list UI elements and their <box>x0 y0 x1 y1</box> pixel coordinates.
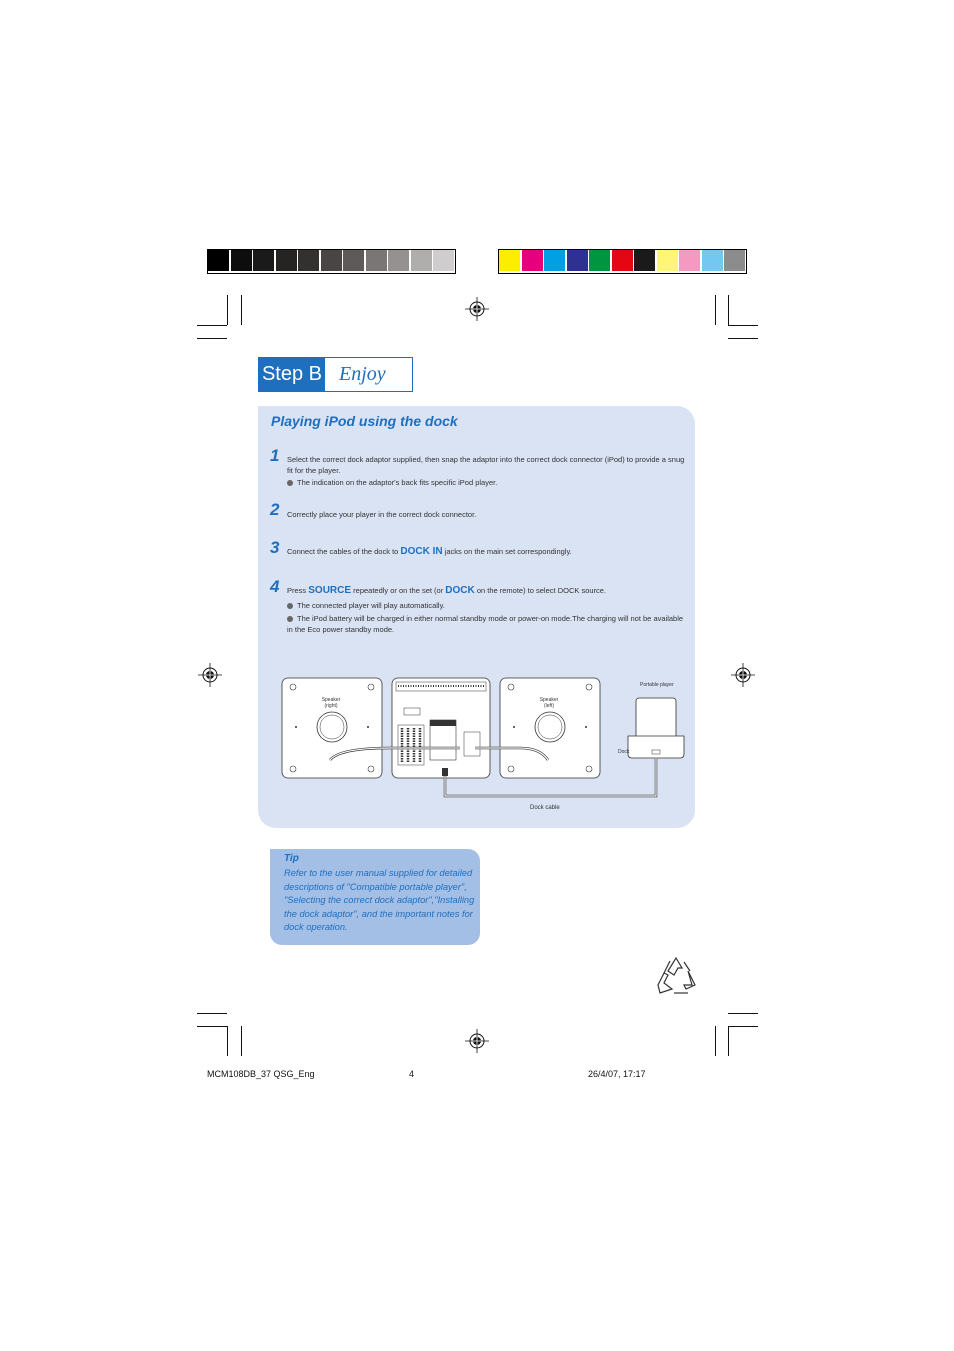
crop-mark <box>197 1013 227 1014</box>
calibration-swatch <box>433 250 454 271</box>
label-dock-cable: Dock cable <box>530 805 560 811</box>
calibration-swatch <box>321 250 342 271</box>
step-text: Select the correct dock adaptor supplied, then snap the adaptor into the correct dock connector (iPod) to provide a snug fit for the player. <box>287 455 685 475</box>
label-speaker-left: Speaker (left) <box>539 697 559 709</box>
crop-mark <box>241 1026 242 1056</box>
bullet-icon <box>287 616 293 622</box>
registration-mark-icon <box>198 663 222 687</box>
keyword-dock: DOCK <box>445 585 475 596</box>
step-header <box>258 357 413 392</box>
step-label: Step B <box>259 358 325 391</box>
step-number: 1 <box>270 446 280 465</box>
registration-mark-icon <box>465 297 489 321</box>
label-portable-player: Portable player <box>640 682 674 688</box>
calibration-swatch <box>208 250 229 271</box>
calibration-swatch <box>411 250 432 271</box>
step-bullet: The connected player will play automatically. <box>287 600 687 611</box>
calibration-swatch <box>567 250 588 271</box>
section-title: Playing iPod using the dock <box>271 413 458 429</box>
footer-doc-id: MCM108DB_37 QSG_Eng <box>207 1069 315 1079</box>
registration-mark-icon <box>731 663 755 687</box>
calibration-swatch <box>343 250 364 271</box>
calibration-swatch <box>366 250 387 271</box>
calibration-swatch <box>657 250 678 271</box>
tip-body: Refer to the user manual supplied for detailed descriptions of "Compatible portable player", "Selecting the correct dock adaptor","Installing the dock adaptor", and the important notes for dock operation. <box>284 868 475 933</box>
crop-mark <box>227 295 228 325</box>
step-text: Press SOURCE repeatedly or on the set (or DOCK on the remote) to select DOCK source. <box>287 585 607 596</box>
crop-mark <box>197 325 227 326</box>
crop-mark <box>728 325 758 326</box>
footer-page-number: 4 <box>409 1069 415 1079</box>
calibration-swatch <box>544 250 565 271</box>
dock-illustration <box>628 698 684 758</box>
crop-mark <box>241 295 242 325</box>
bullet-icon <box>287 480 293 486</box>
crop-mark <box>728 1013 758 1014</box>
bullet-icon <box>287 603 293 609</box>
calibration-swatch <box>456 250 477 271</box>
calibration-swatch <box>679 250 700 271</box>
tip-title: Tip <box>284 853 299 864</box>
keyword-dock-in: DOCK IN <box>400 546 443 557</box>
step-number: 3 <box>270 538 280 557</box>
calibration-swatch <box>388 250 409 271</box>
keyword-source: SOURCE <box>308 585 352 596</box>
step-number: 2 <box>270 500 280 519</box>
crop-mark <box>197 1026 227 1027</box>
step-text: Connect the cables of the dock to DOCK IN jacks on the main set correspondingly. <box>287 546 572 557</box>
crop-mark <box>227 1026 228 1056</box>
label-speaker-right: Speaker (right) <box>321 697 341 709</box>
calibration-swatch <box>253 250 274 271</box>
step-bullet: The iPod battery will be charged in either normal standby mode or power-on mode.The charging will not be available in the Eco power standby mode. <box>287 614 684 634</box>
calibration-swatch <box>298 250 319 271</box>
calibration-swatch <box>499 250 520 271</box>
crop-mark <box>715 1026 716 1056</box>
step-text: Correctly place your player in the correct dock connector. <box>287 510 477 519</box>
speaker-left-illustration <box>500 678 600 778</box>
calibration-swatch <box>522 250 543 271</box>
registration-mark-icon <box>465 1029 489 1053</box>
calibration-swatch <box>612 250 633 271</box>
label-dock: Dock <box>618 749 630 755</box>
recycle-icon <box>654 955 698 997</box>
calibration-swatch <box>702 250 723 271</box>
crop-mark <box>728 1026 758 1027</box>
step-word: Enjoy <box>339 363 386 385</box>
crop-mark <box>728 295 729 325</box>
footer-date: 26/4/07, 17:17 <box>588 1069 646 1079</box>
crop-mark <box>728 338 758 339</box>
speaker-right-illustration <box>282 678 382 778</box>
main-unit-illustration <box>392 678 490 778</box>
calibration-swatch <box>276 250 297 271</box>
crop-mark <box>197 338 227 339</box>
crop-mark <box>715 295 716 325</box>
calibration-swatch <box>231 250 252 271</box>
crop-mark <box>728 1026 729 1056</box>
step-number: 4 <box>270 577 280 596</box>
calibration-swatch <box>724 250 745 271</box>
connection-diagram <box>270 670 690 820</box>
step-bullet: The indication on the adaptor's back fits specific iPod player. <box>287 477 687 488</box>
calibration-swatch <box>589 250 610 271</box>
calibration-swatch <box>634 250 655 271</box>
